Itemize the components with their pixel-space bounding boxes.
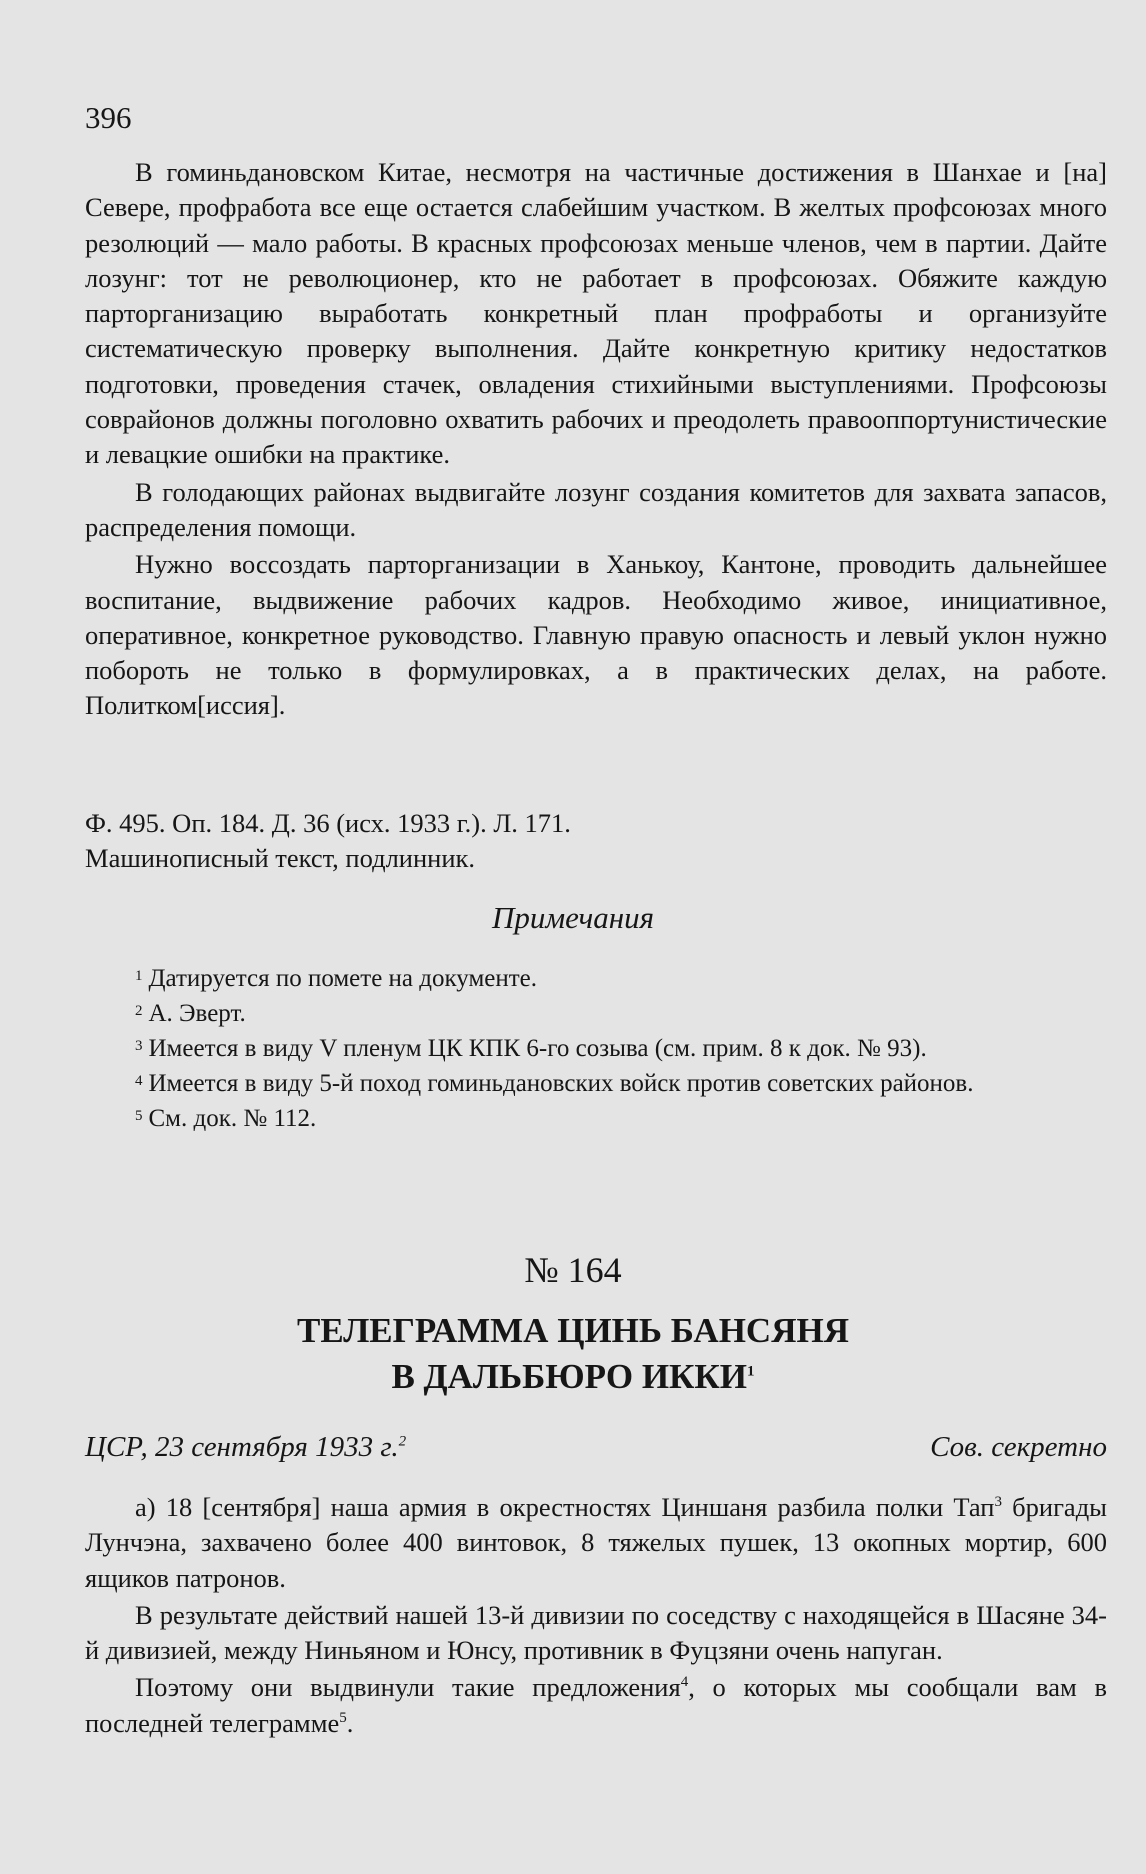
- paragraph: Нужно воссоздать парторганизации в Ханькоу, Кантоне, проводить дальнейшее воспитание, выдвижение рабочих кадров. Необходимо живое, инициативное, оперативное, конкретное руководство. Главную правую опасность и левый уклон нужно побороть не только в формулировках, а в практических делах, на работе. Политком[иссия].: [85, 549, 1107, 721]
- place-date: [85, 1431, 406, 1464]
- footnote-marker: 1: [747, 1363, 755, 1380]
- notes-list: [85, 961, 1107, 1136]
- text-fragment: бригады Лунчэна, захвачено более 400 винтовок, 8 тяжелых пушек, 13 окопных мортир, 600 ящиков патронов.: [85, 1492, 1107, 1593]
- note-number: 3: [135, 1038, 143, 1054]
- page-number: 396: [85, 100, 132, 135]
- letter-text: [85, 155, 1107, 726]
- document-title: [0, 1308, 1146, 1400]
- note-text: См. док. № 112.: [148, 1105, 317, 1132]
- note: [85, 1066, 1107, 1101]
- document-number: № 164: [524, 1250, 622, 1290]
- paragraph: В результате действий нашей 13-й дивизии по соседству с находящейся в Шасяне 34-й дивизией, между Ниньяном и Юнсу, противник в Фуцзяни очень напуган.: [85, 1599, 1107, 1666]
- note-number: 4: [135, 1073, 143, 1089]
- text-fragment: , о которых мы сообщали вам в последней телеграмме: [85, 1672, 1107, 1738]
- note: [85, 961, 1107, 996]
- notes-heading: Примечания: [491, 900, 655, 935]
- document-type: Машинописный текст, подлинник.: [85, 843, 476, 873]
- telegram-text: [85, 1490, 1107, 1743]
- text-fragment: Поэтому они выдвинули такие предложения: [135, 1672, 681, 1703]
- note: [85, 1031, 1107, 1066]
- note: [85, 1101, 1107, 1136]
- document-title-line: [0, 1354, 1146, 1400]
- note-number: 2: [135, 1003, 143, 1019]
- archive-reference: Ф. 495. Оп. 184. Д. 36 (исх. 1933 г.). Л. 171.: [85, 808, 571, 838]
- note-text: Имеется в виду V пленум ЦК КПК 6-го созыва (см. прим. 8 к док. № 93).: [148, 1035, 927, 1062]
- footnote-marker: 3: [994, 1494, 1002, 1511]
- paragraph: [85, 1490, 1107, 1596]
- archive-source: [85, 806, 571, 876]
- text-fragment: .: [346, 1707, 354, 1738]
- document-title-line: ТЕЛЕГРАММА ЦИНЬ БАНСЯНЯ: [297, 1311, 849, 1350]
- text-fragment: а) 18 [сентября] наша армия в окрестностях Циншаня разбила полки Тап: [135, 1492, 995, 1522]
- classification: Сов. секретно: [930, 1431, 1107, 1463]
- document-title-text: В ДАЛЬБЮРО ИККИ: [391, 1357, 748, 1396]
- paragraph: В гоминьдановском Китае, несмотря на частичные достижения в Шанхае и [на] Севере, профработа все еще остается слабейшим участком. В желтых профсоюзах много резолюций — мало работы. В красных профсоюзах меньше членов, чем в партии. Дайте лозунг: тот не революционер, кто не работает в профсоюзах. Обяжите каждую парторганизацию выработать конкретный план профработы и организуйте систематическую проверку выполнения. Дайте конкретную критику недостатков подготовки, проведения стачек, овладения стихийными выступлениями. Профсоюзы совpайонов должны поголовно охватить рабочих и преодолеть правооппортунистические и левацкие ошибки на практике.: [85, 157, 1107, 470]
- footnote-marker: 5: [339, 1709, 347, 1726]
- place-date-text: ЦСР, 23 сентября 1933 г.: [85, 1431, 399, 1463]
- paragraph: В голодающих районах выдвигайте лозунг создания комитетов для захвата запасов, распределения помощи.: [85, 476, 1107, 542]
- note-number: 5: [135, 1108, 143, 1124]
- footnote-marker: 4: [680, 1674, 689, 1691]
- dateline: [85, 1431, 1107, 1464]
- note-text: Имеется в виду 5-й поход гоминьдановских войск против советских районов.: [148, 1070, 974, 1097]
- note-text: А. Эверт.: [148, 1000, 246, 1027]
- footnote-marker: 2: [398, 1433, 407, 1450]
- paragraph: [85, 1670, 1107, 1741]
- note: [85, 996, 1107, 1031]
- note-text: Датируется по помете на документе.: [148, 965, 538, 992]
- note-number: 1: [135, 968, 143, 984]
